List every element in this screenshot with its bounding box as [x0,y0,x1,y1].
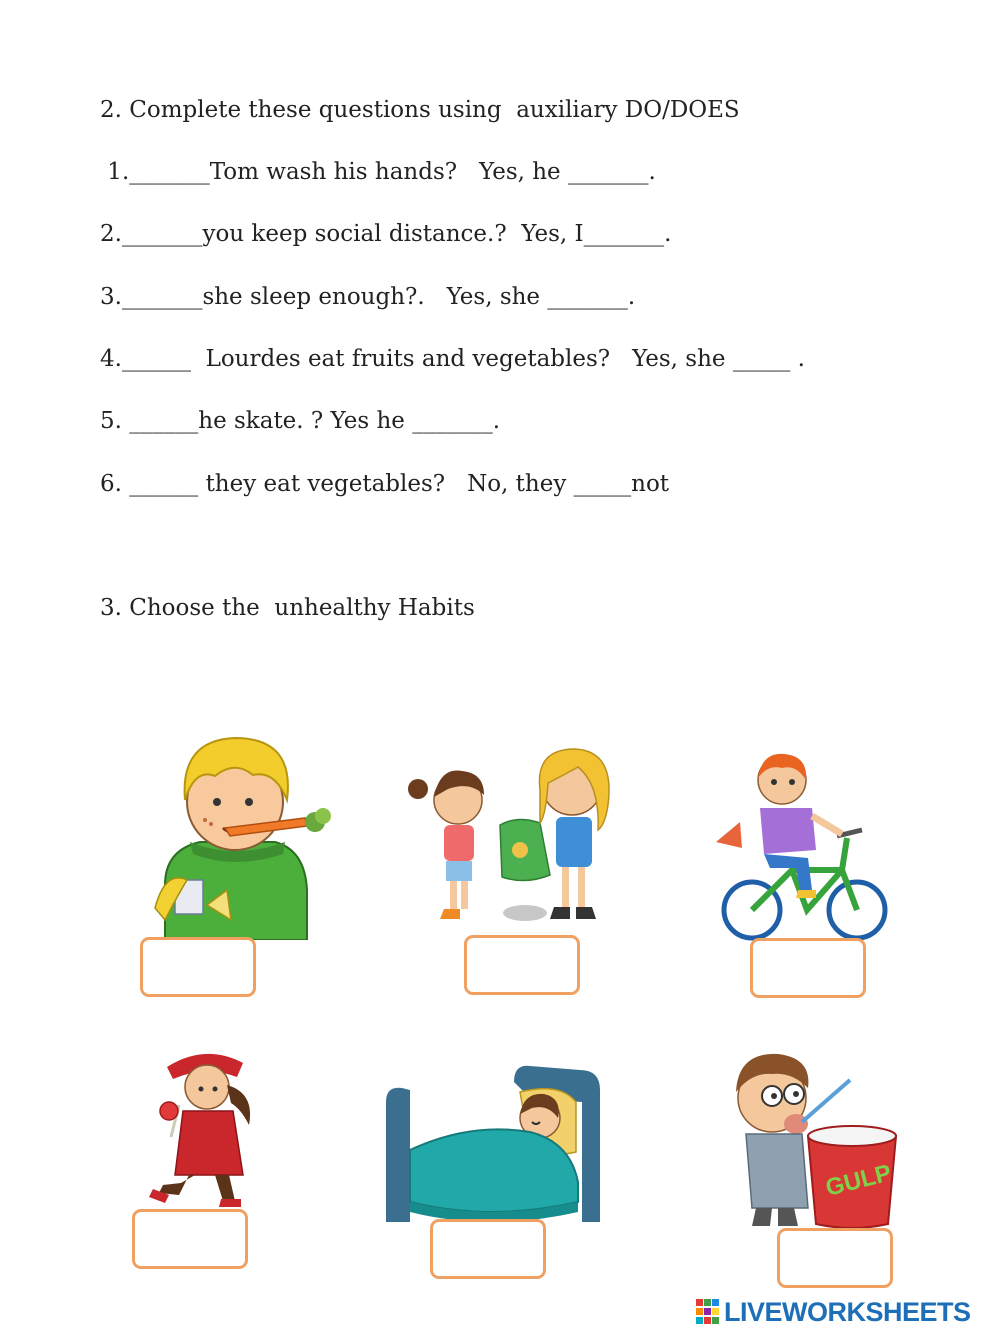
answer-box-4[interactable] [132,1209,248,1269]
cup-brand-text: GULP [822,1159,895,1202]
boy-drinking-soda-icon [712,1048,902,1230]
boy-riding-bicycle-icon [712,750,897,945]
question-2: 2._______you keep social distance.? Yes, I_______. [100,221,672,247]
answer-box-1[interactable] [140,937,256,997]
answer-box-5[interactable] [430,1219,546,1279]
liveworksheets-logo [696,1296,971,1328]
question-5: 5. ______he skate. ? Yes he _______. [100,408,501,434]
boy-eating-carrot-icon [135,730,335,940]
girls-sharing-food-icon [400,745,635,935]
girl-eating-candy-icon [145,1045,270,1210]
child-sleeping-in-bed-icon [380,1062,605,1230]
question-3: 3._______she sleep enough?. Yes, she _______. [100,284,636,310]
answer-box-2[interactable] [464,935,580,995]
question-4: 4.______ Lourdes eat fruits and vegetables? Yes, she _____ . [100,346,805,372]
liveworksheets-grid-icon [696,1299,720,1325]
brand-name: LIVEWORKSHEETS [724,1296,971,1327]
exercise3-title: 3. Choose the unhealthy Habits [100,595,475,621]
question-1: 1._______Tom wash his hands? Yes, he _______. [100,159,656,185]
question-6: 6. ______ they eat vegetables? No, they _____not [100,471,670,497]
exercise2-title: 2. Complete these questions using auxiliary DO/DOES [100,97,740,123]
answer-box-6[interactable] [777,1228,893,1288]
answer-box-3[interactable] [750,938,866,998]
